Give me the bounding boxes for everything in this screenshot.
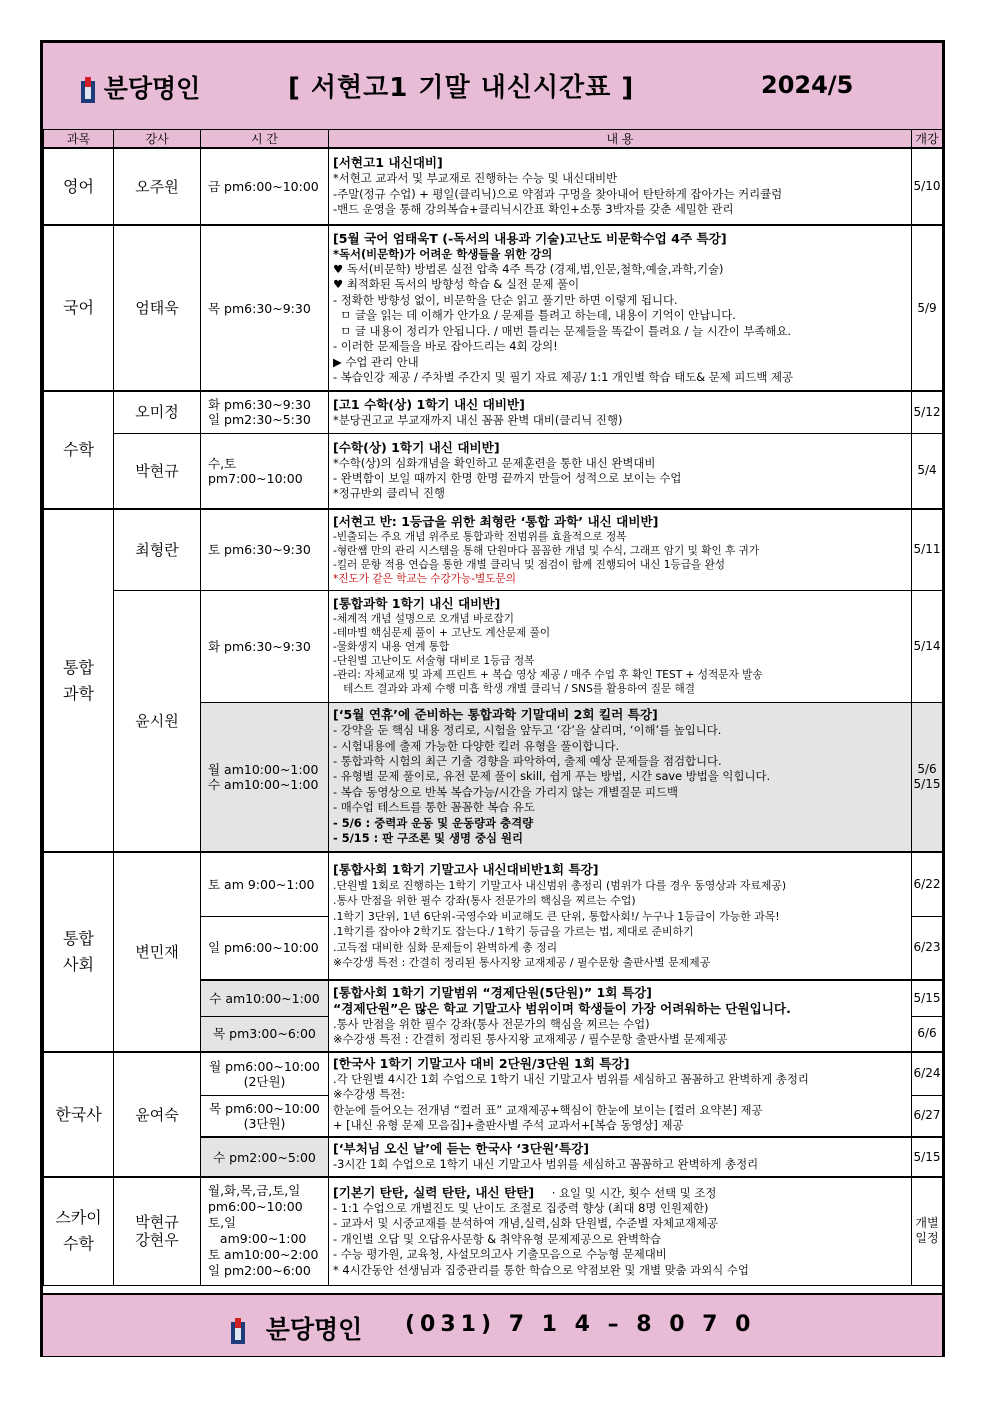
table-row <box>44 391 943 433</box>
content-line: -주말(정규 수업) + 평일(클리닉)으로 약점과 구멍을 찾아내어 탄탄하게 잡아가는 커리큘럼 <box>333 186 783 201</box>
time-cell <box>201 433 329 509</box>
content-line: - 정확한 방향성 없이, 비문학을 단순 읽고 풀기만 하면 이렇게 됩니다. <box>333 292 678 307</box>
table-row <box>44 590 943 702</box>
content-line: ♥ 독서(비문학) 방법론 실전 압축 4주 특강 (경제,법,인문,철학,예술,과학,기술) <box>333 262 724 277</box>
start-cell: 6/24 <box>912 1052 943 1095</box>
footer-brand-name: 분당명인 <box>265 1315 363 1344</box>
start-cell: 5/10 <box>912 148 943 225</box>
content-line: -테마별 핵심문제 풀이 + 고난도 계산문제 풀이 <box>333 627 551 639</box>
schedule-table <box>43 129 943 1286</box>
time-line: am9:00~1:00 <box>208 1231 307 1247</box>
content-line: ㅁ 글 내용이 정리가 안됩니다. / 매번 틀리는 문제들을 똑같이 틀려요 / 늘 시간이 부족해요. <box>333 323 791 338</box>
subject-cell: 수학 <box>44 391 114 509</box>
content-cell <box>329 148 912 225</box>
page-date: 2024/5 <box>761 71 854 99</box>
time-line: 화 pm6:30~9:30 <box>208 397 311 413</box>
content-heading: [기본기 탄탄, 실력 탄탄, 내신 탄탄] <box>333 1184 535 1200</box>
content-line: ※수강생 특전 : 간결히 정리된 통사지왕 교재제공 / 필수문항 출판사별 문제제공 <box>333 1032 728 1046</box>
teacher-cell: 박현규 <box>114 433 201 509</box>
time-cell: 화 pm6:30~9:30 <box>201 590 329 702</box>
content-cell <box>329 1177 912 1285</box>
col-time: 시 간 <box>201 130 329 149</box>
content-line: - 1:1 수업으로 개별진도 및 난이도 조절로 집중력 향상 (최대 8명 인원제한) <box>333 1200 709 1215</box>
content-cell <box>329 509 912 590</box>
content-line: -킬러 문항 적용 연습을 통한 개별 클리닉 및 점검이 함께 진행되어 내신 1등급을 완성 <box>333 558 726 571</box>
content-line: - 유형별 문제 풀이로, 유전 문제 풀이 skill, 쉽게 푸는 방법, 시간 save 방법을 익힙니다. <box>333 769 771 784</box>
time-line: 토 am10:00~2:00 <box>208 1247 319 1263</box>
col-subject: 과목 <box>44 130 114 149</box>
subject-line: 사회 <box>63 955 94 974</box>
content-line: .통사 만점을 위한 필수 강좌(통사 전문가의 핵심을 찌르는 수업) <box>333 1016 650 1031</box>
time-cell: 목 pm3:00~6:00 <box>201 1016 329 1052</box>
subject-cell: 영어 <box>44 148 114 225</box>
teacher-cell <box>114 1177 201 1285</box>
start-cell <box>912 1177 943 1285</box>
start-cell: 5/14 <box>912 590 943 702</box>
start-line: 일정 <box>915 1231 939 1246</box>
start-cell: 5/15 <box>912 1137 943 1177</box>
table-row <box>44 433 943 509</box>
subject-line: 수학 <box>63 1234 94 1254</box>
brand-name: 분당명인 <box>103 74 201 103</box>
table-row <box>44 148 943 225</box>
content-line: .고득점 대비한 심화 문제들이 완벽하게 총 정리 <box>333 940 558 954</box>
content-heading: [‘부처님 오신 날’에 듣는 한국사 ‘3단원’특강] <box>333 1141 589 1157</box>
time-cell <box>201 1095 329 1137</box>
time-line: 수 am10:00~1:00 <box>208 776 319 792</box>
start-cell: 6/27 <box>912 1095 943 1137</box>
content-cell <box>329 852 912 980</box>
time-line: 일 pm2:00~6:00 <box>208 1263 311 1279</box>
start-cell: 5/12 <box>912 391 943 433</box>
content-line: - 개인별 오답 및 오답유사문항 & 취약유형 문제제공으로 완벽학습 <box>333 1231 662 1246</box>
time-line: pm7:00~10:00 <box>208 470 303 486</box>
content-cell <box>329 433 912 509</box>
content-line: - 완벽함이 보일 때까지 한명 한명 끝까지 만들어 성적으로 보이는 수업 <box>333 471 682 486</box>
content-line: ※수강생 특전: <box>333 1087 406 1102</box>
content-line: -밴드 운영을 통해 강의복습+클리닉시간표 확인+소통 3박자를 갖춘 세밀한 관리 <box>333 202 734 217</box>
subject-cell: 국어 <box>44 225 114 391</box>
subject-cell <box>44 1177 114 1285</box>
teacher-line: 박현규 <box>135 1213 179 1232</box>
start-cell: 6/23 <box>912 916 943 980</box>
time-cell: 목 pm6:30~9:30 <box>201 225 329 391</box>
teacher-cell: 엄태욱 <box>114 225 201 391</box>
content-cell <box>329 590 912 702</box>
teacher-cell: 윤여숙 <box>114 1052 201 1177</box>
content-heading: [통합과학 1학기 내신 대비반] <box>333 596 501 611</box>
phone-number: (031) 7 1 4 – 8 0 7 0 <box>405 1312 756 1337</box>
content-cell <box>329 702 912 852</box>
content-line: *수학(상)의 심화개념을 확인하고 문제훈련을 통한 내신 완벽대비 <box>333 455 656 470</box>
time-cell: 일 pm6:00~10:00 <box>201 916 329 980</box>
content-cell <box>329 1052 912 1137</box>
time-cell: 수 am10:00~1:00 <box>201 980 329 1016</box>
content-line: - 매수업 테스트를 통한 꼼꼼한 복습 유도 <box>333 800 535 815</box>
content-heading: [수학(상) 1학기 내신 대비반] <box>333 439 500 455</box>
content-line: - 이러한 문제들을 바로 잡아드리는 4회 강의! <box>333 339 558 354</box>
content-line: .1학기를 잡아야 2학기도 잡는다./ 1학기 등급을 가르는 법, 제대로 준비하기 <box>333 925 694 938</box>
page-title: [ 서현고1 기말 내신시간표 ] <box>288 73 635 103</box>
time-cell: 토 am 9:00~1:00 <box>201 852 329 916</box>
brand-logo-icon <box>231 1318 245 1344</box>
content-line: .1학기 3단위, 1년 6단위-국영수와 비교해도 큰 단위, 통합사회!/ 누구나 1등급이 가능한 과목! <box>333 909 780 923</box>
content-line: - 수능 평가원, 교육청, 사설모의고사 기출모음으로 수능형 문제대비 <box>333 1247 667 1262</box>
footer-band <box>43 1293 942 1356</box>
subject-cell: 한국사 <box>44 1052 114 1177</box>
table-row <box>44 852 943 916</box>
content-line: - 5/6 : 중력과 운동 및 운동량과 충격량 <box>333 815 534 830</box>
brand-logo-icon <box>81 77 95 103</box>
content-line: -3시간 1회 수업으로 1학기 내신 기말고사 범위를 세심하고 꼼꼼하고 완벽하게 총정리 <box>333 1157 759 1172</box>
content-heading: [통합사회 1학기 기말범위 “경제단원(5단원)” 1회 특강] <box>333 984 652 1000</box>
col-start: 개강 <box>912 130 943 149</box>
table-row <box>44 225 943 391</box>
content-line: * 4시간동안 선생님과 집중관리를 통한 학습으로 약점보완 및 개별 맞춤 과외식 수업 <box>333 1262 749 1277</box>
time-cell <box>201 391 329 433</box>
content-heading: [통합사회 1학기 기말고사 내신대비반1회 특강] <box>333 861 599 877</box>
content-line: .단원별 1회로 진행하는 1학기 기말고사 내신범위 총정리 (범위가 다를 경우 동영상과 자료제공) <box>333 878 787 892</box>
content-line: -체계적 개념 설명으로 오개념 바로잡기 <box>333 613 515 625</box>
table-header-row <box>44 130 943 149</box>
teacher-cell: 윤시원 <box>114 590 201 852</box>
content-line: ※수강생 특전 : 간결히 정리된 통사지왕 교재제공 / 필수문항 출판사별 문제제공 <box>333 956 711 969</box>
content-line: ▶ 수업 관리 안내 <box>333 354 419 369</box>
content-cell <box>329 391 912 433</box>
content-line: -단원별 고난이도 서술형 대비로 1등급 정복 <box>333 655 535 667</box>
content-line: + [내신 유형 문제 모음집]+출판사별 주석 교과서+[복습 동영상] 제공 <box>333 1117 684 1132</box>
time-line: 수,토 <box>208 455 237 471</box>
time-cell <box>201 702 329 852</box>
content-line: ㅁ 글을 읽는 데 이해가 안가요 / 문제를 틀려고 하는데, 내용이 기억이 안납니다. <box>333 308 736 323</box>
start-cell: 6/22 <box>912 852 943 916</box>
time-line: pm6:00~10:00 <box>208 1199 303 1215</box>
teacher-cell: 오주원 <box>114 148 201 225</box>
timetable-sheet <box>40 40 945 1357</box>
start-cell <box>912 702 943 852</box>
content-line: - 5/15 : 판 구조론 및 생명 중심 원리 <box>333 830 523 845</box>
time-cell <box>201 1052 329 1095</box>
teacher-cell: 오미정 <box>114 391 201 433</box>
start-line: 5/6 <box>917 761 937 776</box>
content-line: -형란쌤 만의 관리 시스템을 통해 단원마다 꼼꼼한 개념 및 수식, 그래프 암기 및 확인 후 귀가 <box>333 544 760 557</box>
time-line: 월,화,목,금,토,일 <box>208 1183 301 1199</box>
time-cell <box>201 1177 329 1285</box>
content-line: -빈출되는 주요 개념 위주로 통합과학 전범위를 효율적으로 정복 <box>333 530 627 543</box>
col-content: 내 용 <box>329 130 912 149</box>
content-heading: [‘5월 연휴’에 준비하는 통합과학 기말대비 2회 킬러 특강] <box>333 707 658 723</box>
header-band <box>43 43 942 131</box>
start-line: 5/15 <box>913 776 941 791</box>
content-line: *분당권고교 부교재까지 내신 꼼꼼 완벽 대비(클리닉 진행) <box>333 412 623 427</box>
content-line: 테스트 결과와 과제 수행 미흡 학생 개별 클리닉 / SNS를 활용하여 질문 해결 <box>333 683 695 695</box>
subject-cell <box>44 509 114 852</box>
start-cell: 6/6 <box>912 1016 943 1052</box>
content-line: - 교과서 및 시중교재를 분석하여 개념,실력,심화 단원별, 수준별 자체교재제공 <box>333 1216 719 1231</box>
content-heading: [한국사 1학기 기말고사 대비 2단원/3단원 1회 특강] <box>333 1055 630 1071</box>
table-row <box>44 1177 943 1285</box>
content-line: *서현고 교과서 및 부교재로 진행하는 수능 및 내신대비반 <box>333 171 618 186</box>
teacher-cell: 최형란 <box>114 509 201 590</box>
time-line: (3단원) <box>243 1115 286 1131</box>
teacher-cell: 변민재 <box>114 852 201 1052</box>
table-row <box>44 509 943 590</box>
content-heading: [5월 국어 엄태욱T (-독서의 내용과 기술)고난도 비문학수업 4주 특강] <box>333 230 727 246</box>
subject-line: 통합 <box>63 657 94 677</box>
brand <box>81 69 200 105</box>
content-heading: [서현고 반: 1등급을 위한 최형란 ‘통합 과학’ 내신 대비반] <box>333 513 659 529</box>
content-line: ♥ 최적화된 독서의 방향성 학습 & 실전 문제 풀이 <box>333 277 580 292</box>
time-line: 토,일 <box>208 1215 237 1231</box>
content-heading-row <box>333 1185 907 1201</box>
content-line: - 강약을 둔 핵심 내용 정리로, 시험을 앞두고 ‘감’을 살리며, ‘이해’를 높입니다. <box>333 723 722 738</box>
content-line: “경제단원”은 많은 학교 기말고사 범위이며 학생들이 가장 어려워하는 단원입니다. <box>333 1000 791 1016</box>
start-cell: 5/9 <box>912 225 943 391</box>
content-cell <box>329 980 912 1052</box>
content-heading: [고1 수학(상) 1학기 내신 대비반] <box>333 396 525 412</box>
subject-line: 과학 <box>63 683 94 703</box>
content-line: -물화생지 내용 연계 통합 <box>333 641 450 653</box>
content-line: -관리: 자체교재 및 과제 프린트 + 복습 영상 제공 / 매주 수업 후 확인 TEST + 성적문자 발송 <box>333 669 763 681</box>
time-cell: 수 pm2:00~5:00 <box>201 1137 329 1177</box>
content-line: *정규반외 클리닉 진행 <box>333 486 445 501</box>
start-line: 개별 <box>915 1216 939 1231</box>
subject-line: 통합 <box>63 929 94 948</box>
content-cell <box>329 225 912 391</box>
teacher-line: 강현우 <box>135 1231 179 1250</box>
time-line: 월 am10:00~1:00 <box>208 761 319 777</box>
content-line: - 복습인강 제공 / 주차별 주간지 및 필기 자료 제공/ 1:1 개인별 학습 태도& 문제 피드백 제공 <box>333 369 794 384</box>
time-line: 일 pm2:30~5:30 <box>208 412 311 428</box>
content-heading: [서현고1 내신대비] <box>333 155 443 171</box>
content-heading-tail: · 요일 및 시간, 횟수 선택 및 조정 <box>551 1185 717 1200</box>
content-line: .통사 만점을 위한 필수 강좌(통사 전문가의 핵심을 찌르는 수업) <box>333 894 636 907</box>
content-line: 한눈에 들어오는 전개념 “컬러 표” 교재제공+핵심이 한눈에 보이는 [컬러 요약본] 제공 <box>333 1102 763 1117</box>
content-line: - 통합과학 시험의 최근 기출 경향을 파악하여, 출제 예상 문제들을 점검합니다. <box>333 753 722 768</box>
start-cell: 5/11 <box>912 509 943 590</box>
table-row <box>44 1052 943 1095</box>
time-cell: 토 pm6:30~9:30 <box>201 509 329 590</box>
footer-brand <box>231 1310 362 1346</box>
content-line: .각 단원별 4시간 1회 수업으로 1학기 내신 기말고사 범위를 세심하고 꼼꼼하고 완벽하게 총정리 <box>333 1071 809 1086</box>
time-line: 목 pm6:00~10:00 <box>209 1100 320 1116</box>
time-line: 월 pm6:00~10:00 <box>209 1058 320 1074</box>
time-line: (2단원) <box>243 1073 286 1089</box>
content-note: *진도가 같은 학교는 수강가능-별도문의 <box>333 572 516 585</box>
content-cell <box>329 1137 912 1177</box>
content-line: - 시험내용에 출제 가능한 다양한 킬러 유형을 풀이합니다. <box>333 738 620 753</box>
start-cell: 5/4 <box>912 433 943 509</box>
subject-cell <box>44 852 114 1052</box>
content-line: - 복습 동영상으로 반복 복습가능/시간을 가리지 않는 개별질문 피드백 <box>333 784 679 799</box>
start-cell: 5/15 <box>912 980 943 1016</box>
time-cell: 금 pm6:00~10:00 <box>201 148 329 225</box>
col-teacher: 강사 <box>114 130 201 149</box>
content-line: *독서(비문학)가 어려운 학생들을 위한 강의 <box>333 246 553 261</box>
subject-line: 스카이 <box>55 1208 102 1228</box>
